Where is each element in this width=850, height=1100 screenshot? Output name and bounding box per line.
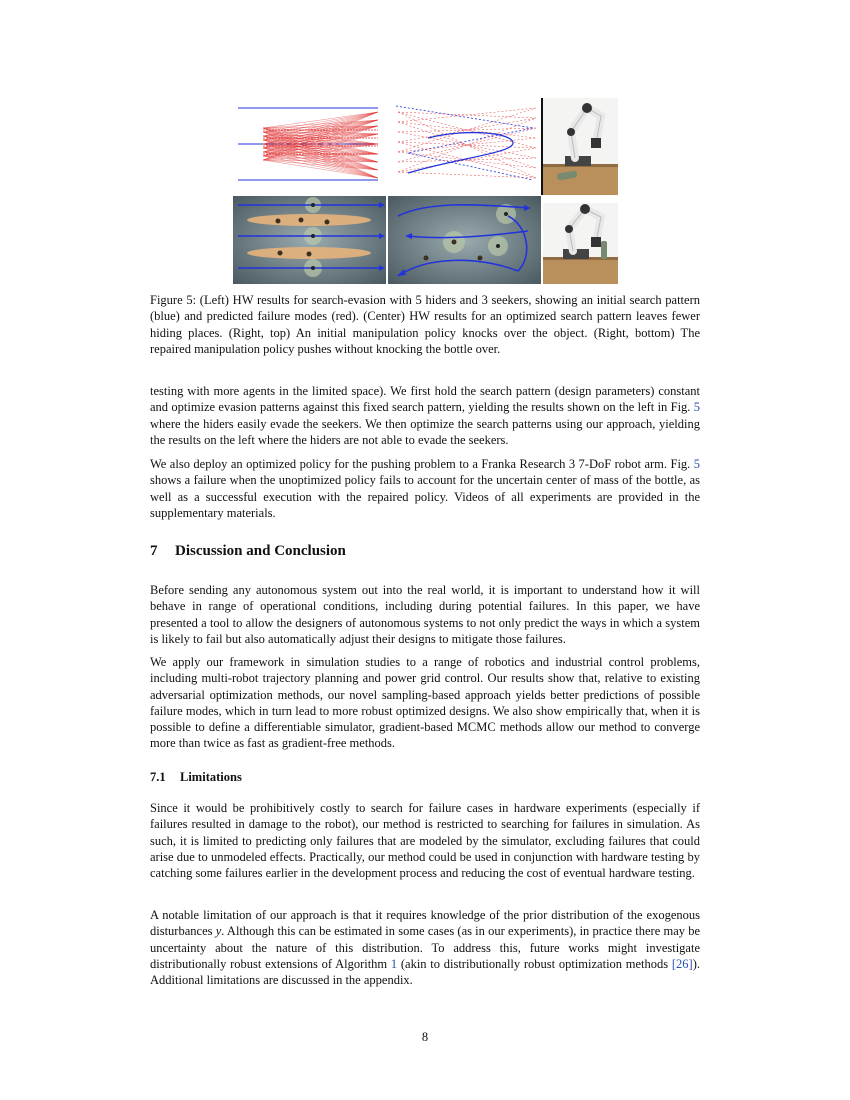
subsection-number: 7.1 xyxy=(150,770,166,784)
text-run: ). Additional limitations are discussed in the appendix. xyxy=(150,956,700,988)
search-path xyxy=(408,153,533,180)
figure-caption: Figure 5: (Left) HW results for search-evasion with 5 hiders and 3 seekers, showing an initial search pattern (blue) and predicted failure modes (red). (Center) HW results for an optimized search pattern leaves fewer hiding places. (Right, top) An initial manipulation policy knocks over the object. (Right, bottom) The repaired manipulation policy pushes without knocking the bottle over. xyxy=(150,293,700,356)
text-run: . Although this can be estimated in some cases (as in our experiments), in practice there may be uncertainty about the nature of this distribution. To address this, future works might investigate distributionally robust extensions of Algorithm xyxy=(150,924,700,971)
text-run: shows a failure when the unoptimized policy fails to account for the uncertain center of mass of the bottle, as well as a successful execution with the repaired policy. Videos of all experiments are provided in the supplementary materials. xyxy=(150,473,700,520)
text-run: testing with more agents in the limited space). We first hold the search pattern (design parameters) constant and optimize evasion patterns against this fixed search pattern, yielding the results shown on the left in Fig. xyxy=(150,384,700,415)
subsection-title: Limitations xyxy=(180,770,242,784)
citation-link[interactable]: [26] xyxy=(671,956,693,971)
figure-ref-link[interactable]: 5 xyxy=(693,400,700,415)
paragraph-limitations-prior xyxy=(150,907,700,988)
algorithm-ref-link[interactable]: 1 xyxy=(390,956,398,971)
robot-failure-photo xyxy=(543,98,618,195)
failure-trajectory xyxy=(263,112,378,136)
failure-trajectory xyxy=(398,172,536,178)
text-run: where the hiders easily evade the seekers. We then optimize the search patterns using our approach, yielding the results on the left where the hiders are not able to evade the seekers. xyxy=(150,416,700,447)
math-variable: y xyxy=(215,924,222,939)
paragraph-conclusion-results: We apply our framework in simulation studies to a range of robotics and industrial control problems, including multi-robot trajectory planning and power grid control. Our results show that, relative to existing adversarial optimization methods, our novel sampling-based approach yields better predictions of possible failure modes, which in turn lead to more robust optimized designs. We also show empirically that, when it is possible to define a differentiable simulator, gradient-based MCMC methods allow our method to converge more than twice as fast as gradient-free methods. xyxy=(150,655,700,751)
text-run: We also deploy an optimized policy for the pushing problem to a Franka Research 3 7-DoF robot arm. Fig. xyxy=(150,457,694,471)
text-run: A notable limitation of our approach is that it requires knowledge of the prior distribution of the exogenous disturbances xyxy=(150,908,700,939)
failure-trajectory xyxy=(263,112,378,156)
paragraph-conclusion-intro: Before sending any autonomous system out into the real world, it is important to understand how it will behave in range of operational conditions, including during potential failures. In this paper, we have presented a tool to allow the designers of autonomous systems to not only predict the ways in which a system is likely to fail but also automatically adjust their designs to mitigate those failures. xyxy=(150,583,700,646)
section-heading-discussion xyxy=(150,543,346,560)
text-run: (akin to distributionally robust optimization methods xyxy=(397,956,672,971)
robot-success-photo xyxy=(543,203,618,284)
paragraph-hardware-search xyxy=(150,383,700,448)
hardware-initial-search-photo xyxy=(233,196,386,284)
figure-5 xyxy=(233,98,618,284)
failure-trajectory xyxy=(263,160,378,178)
figure-ref-link[interactable]: 5 xyxy=(693,457,700,471)
section-number: 7 xyxy=(150,543,158,559)
failure-trajectory xyxy=(398,108,536,122)
hardware-optimized-search-photo xyxy=(388,196,541,284)
failure-trajectory xyxy=(263,112,378,128)
failure-trajectory xyxy=(398,108,536,152)
paragraph-limitations-hardware: Since it would be prohibitively costly to search for failure cases in hardware experiments (especially if failures resulted in damage to the robot), our method is restricted to searching for failures in simulation. As such, it is limited to predicting only failures that are modeled by the simulator, excluding failures that could arise due to unmodeled effects. Practically, our method could be used in conjunction with hardware testing by catching some failures earlier in the development process and reducing the cost of eventual hardware testing. xyxy=(150,801,700,881)
search-path xyxy=(408,133,513,173)
optimized-search-pattern-plot xyxy=(388,98,541,190)
subsection-heading-limitations xyxy=(150,770,242,785)
section-title: Discussion and Conclusion xyxy=(175,543,346,559)
paragraph-hardware-manipulation xyxy=(150,456,700,521)
search-path xyxy=(396,106,533,128)
initial-search-pattern-plot xyxy=(233,98,386,190)
failure-trajectory xyxy=(398,138,536,152)
page-number: 8 xyxy=(421,1030,429,1044)
